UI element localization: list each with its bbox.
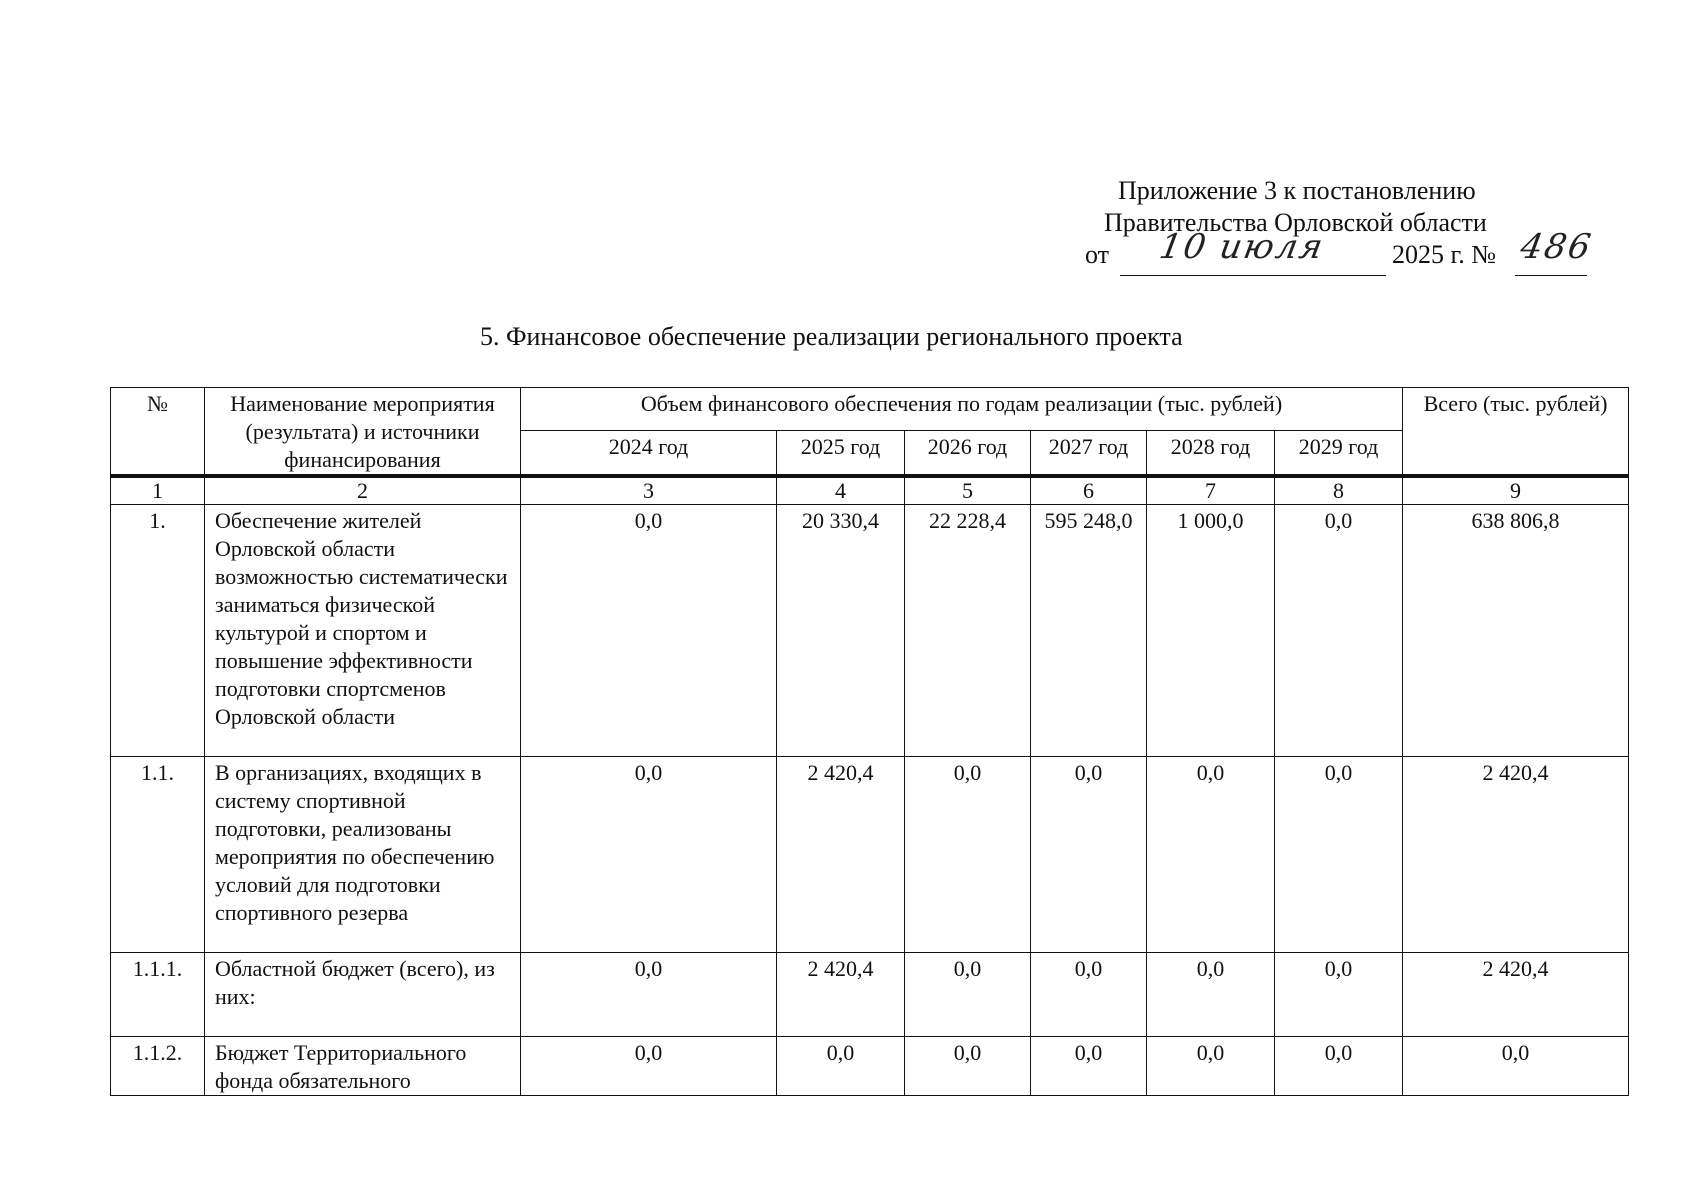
row-number: 1.1.2. xyxy=(111,1037,205,1096)
header-name: Наименование мероприятия (результата) и источники финансирования xyxy=(205,388,521,476)
row-number: 1.1. xyxy=(111,757,205,953)
appendix-header xyxy=(1040,175,1600,279)
row-name: Обеспечение жителей Орловской области возможностью систематически заниматься физической культурой и спортом и повышение эффективности подготовки спортсменов Орловской области xyxy=(205,505,521,757)
value-2026: 0,0 xyxy=(905,1037,1031,1096)
value-2027: 595 248,0 xyxy=(1031,505,1147,757)
value-2027: 0,0 xyxy=(1031,953,1147,1037)
value-2028: 0,0 xyxy=(1147,1037,1275,1096)
value-2028: 1 000,0 xyxy=(1147,505,1275,757)
header-num: № xyxy=(111,388,205,476)
from-label: от xyxy=(1085,240,1110,269)
row-number: 1. xyxy=(111,505,205,757)
header-year-2029: 2029 год xyxy=(1275,431,1403,476)
table-row xyxy=(111,1037,1629,1096)
value-total: 638 806,8 xyxy=(1403,505,1629,757)
value-2029: 0,0 xyxy=(1275,757,1403,953)
table-row xyxy=(111,953,1629,1037)
row-name: В организациях, входящих в систему спортивной подготовки, реализованы мероприятия по обеспечению условий для подготовки спортивного резерва xyxy=(205,757,521,953)
value-total: 2 420,4 xyxy=(1403,953,1629,1037)
column-index: 2 xyxy=(205,478,521,505)
section-title: 5. Финансовое обеспечение реализации регионального проекта xyxy=(480,322,1183,351)
value-2025: 2 420,4 xyxy=(777,953,905,1037)
header-total: Всего (тыс. рублей) xyxy=(1403,388,1629,476)
value-2026: 0,0 xyxy=(905,757,1031,953)
value-2024: 0,0 xyxy=(521,505,777,757)
row-number: 1.1.1. xyxy=(111,953,205,1037)
handwritten-date: 10 июля xyxy=(1156,227,1328,267)
column-index: 1 xyxy=(111,478,205,505)
column-index: 9 xyxy=(1403,478,1629,505)
value-2027: 0,0 xyxy=(1031,1037,1147,1096)
value-2025: 0,0 xyxy=(777,1037,905,1096)
column-index: 6 xyxy=(1031,478,1147,505)
value-2026: 22 228,4 xyxy=(905,505,1031,757)
handwritten-number: 486 xyxy=(1517,227,1596,267)
financing-table xyxy=(110,387,1629,1096)
value-2029: 0,0 xyxy=(1275,1037,1403,1096)
value-2024: 0,0 xyxy=(521,953,777,1037)
table-row xyxy=(111,505,1629,757)
column-index: 4 xyxy=(777,478,905,505)
value-2025: 2 420,4 xyxy=(777,757,905,953)
appendix-date-line xyxy=(1040,227,1600,279)
header-year-2027: 2027 год xyxy=(1031,431,1147,476)
value-2029: 0,0 xyxy=(1275,953,1403,1037)
table-row xyxy=(111,757,1629,953)
value-2025: 20 330,4 xyxy=(777,505,905,757)
header-year-2025: 2025 год xyxy=(777,431,905,476)
value-total: 2 420,4 xyxy=(1403,757,1629,953)
header-row-1 xyxy=(111,388,1629,431)
appendix-line-2: Правительства Орловской области xyxy=(1104,208,1487,237)
value-2028: 0,0 xyxy=(1147,757,1275,953)
header-year-2028: 2028 год xyxy=(1147,431,1275,476)
column-index-row xyxy=(111,478,1629,505)
value-total: 0,0 xyxy=(1403,1037,1629,1096)
column-index: 8 xyxy=(1275,478,1403,505)
header-volume: Объем финансового обеспечения по годам реализации (тыс. рублей) xyxy=(521,388,1403,431)
value-2028: 0,0 xyxy=(1147,953,1275,1037)
value-2024: 0,0 xyxy=(521,757,777,953)
value-2029: 0,0 xyxy=(1275,505,1403,757)
column-index: 3 xyxy=(521,478,777,505)
header-year-2026: 2026 год xyxy=(905,431,1031,476)
value-2024: 0,0 xyxy=(521,1037,777,1096)
row-name: Областной бюджет (всего), из них: xyxy=(205,953,521,1037)
year-number-label: 2025 г. № xyxy=(1392,240,1497,269)
column-index: 7 xyxy=(1147,478,1275,505)
value-2027: 0,0 xyxy=(1031,757,1147,953)
value-2026: 0,0 xyxy=(905,953,1031,1037)
row-name: Бюджет Территориального фонда обязательного xyxy=(205,1037,521,1096)
header-year-2024: 2024 год xyxy=(521,431,777,476)
column-index: 5 xyxy=(905,478,1031,505)
number-underline xyxy=(1515,227,1596,276)
date-underline xyxy=(1120,227,1386,276)
appendix-line-1: Приложение 3 к постановлению xyxy=(1118,176,1476,205)
